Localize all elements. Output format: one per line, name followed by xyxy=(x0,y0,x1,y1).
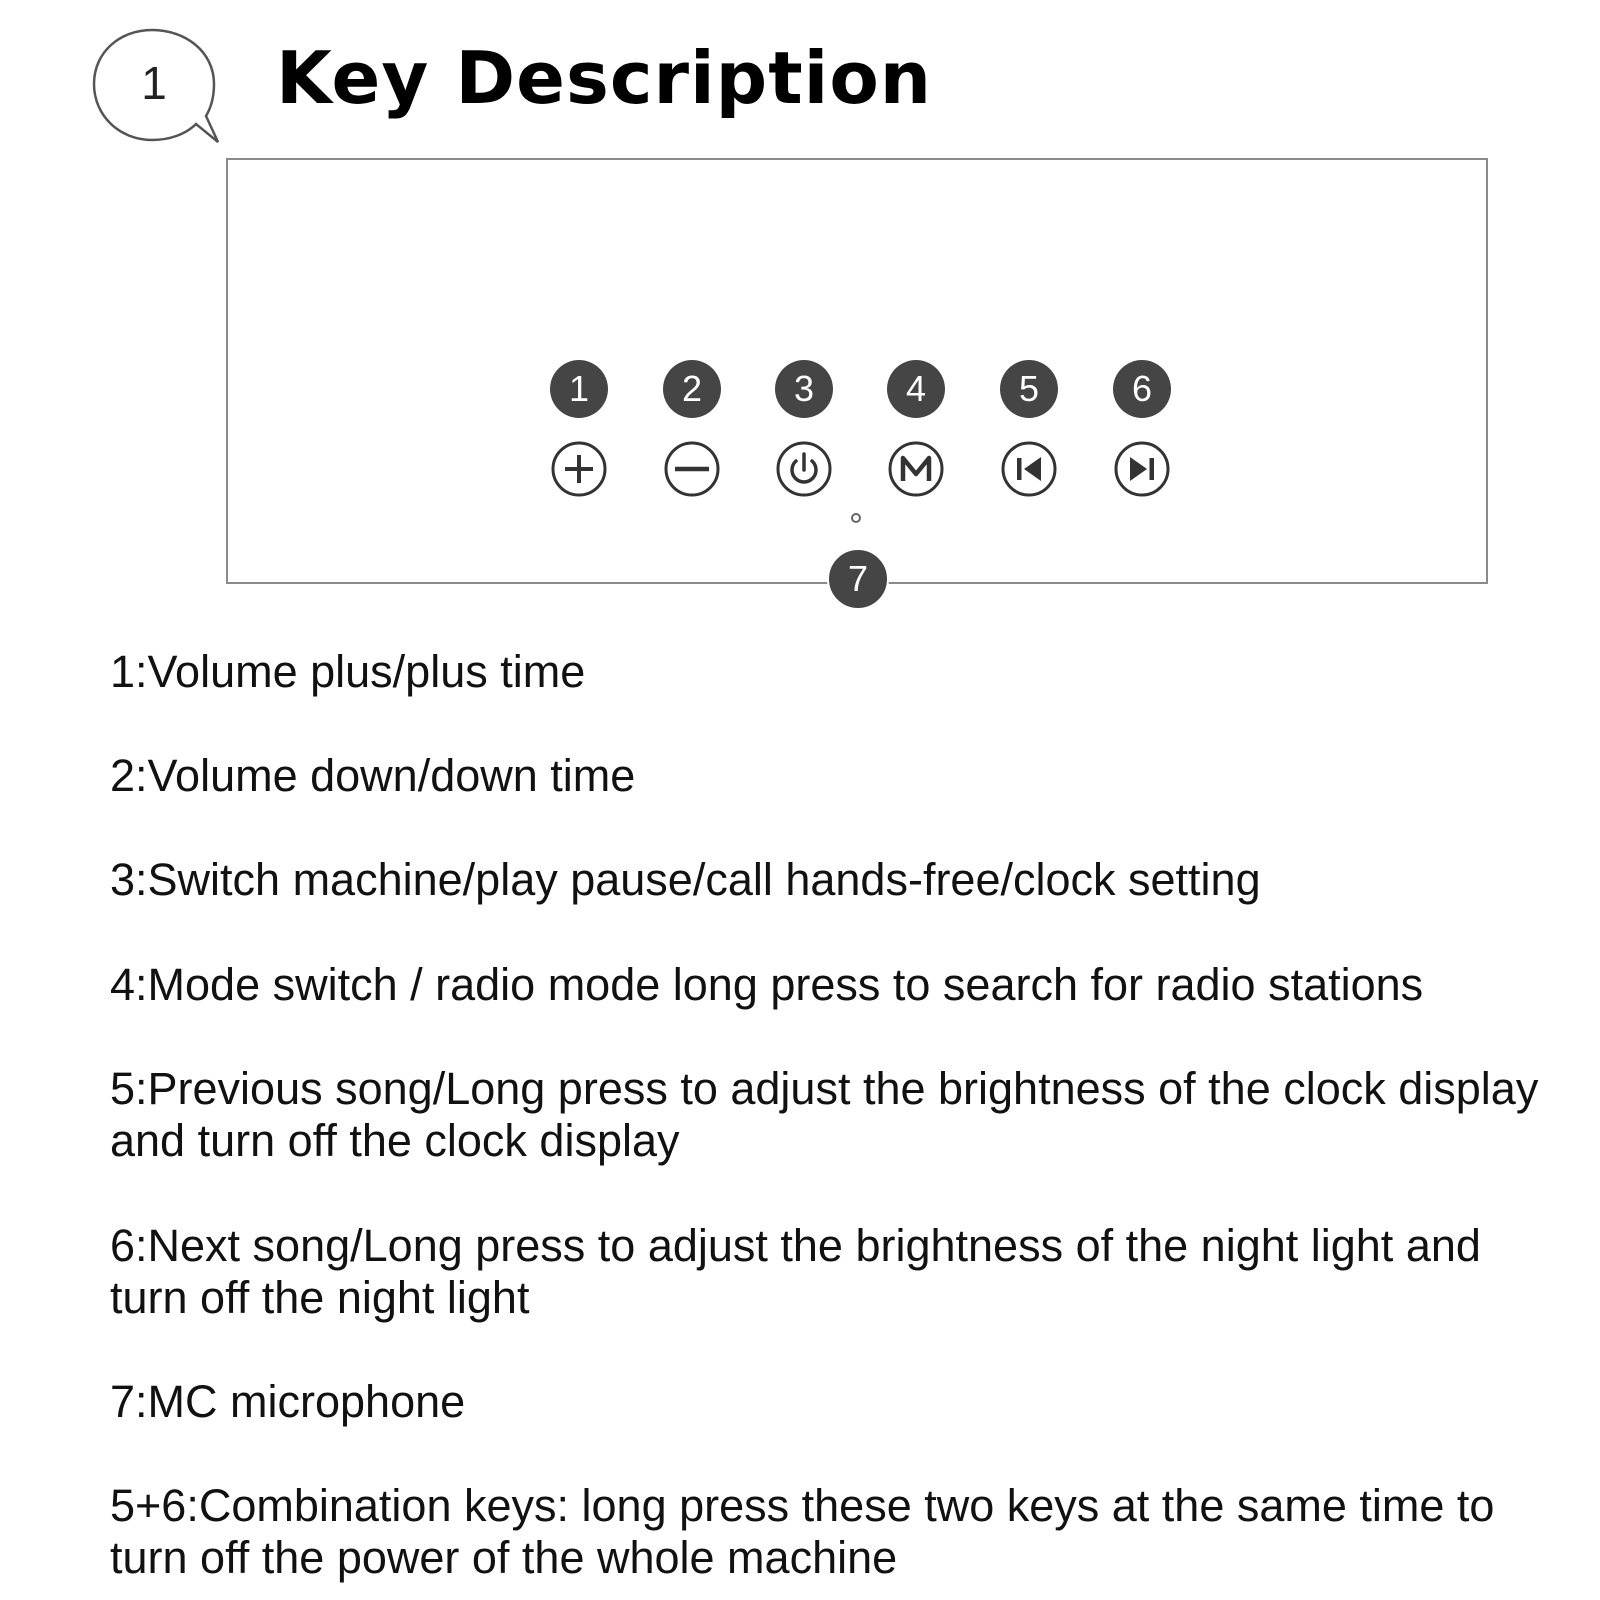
minus-icon xyxy=(663,440,721,498)
description-item-4: 4:Mode switch / radio mode long press to search for radio stations xyxy=(110,959,1424,1010)
description-item-7: 7:MC microphone xyxy=(110,1376,466,1427)
key-number-badge-5: 5 xyxy=(1000,360,1058,418)
step-number: 1 xyxy=(141,57,167,109)
key-number-badge-1: 1 xyxy=(550,360,608,418)
next-song-key xyxy=(1113,440,1171,498)
previous-track-icon xyxy=(1000,440,1058,498)
mode-key xyxy=(887,440,945,498)
m-mode-icon xyxy=(887,440,945,498)
next-track-icon xyxy=(1113,440,1171,498)
description-item-6: 6:Next song/Long press to adjust the brightness of the night light and turn off the night light xyxy=(110,1220,1481,1323)
power-key xyxy=(775,440,833,498)
description-item-2: 2:Volume down/down time xyxy=(110,750,636,801)
key-number-badge-4: 4 xyxy=(887,360,945,418)
volume-plus-key xyxy=(550,440,608,498)
volume-minus-key xyxy=(663,440,721,498)
microphone-number-badge: 7 xyxy=(827,548,889,610)
plus-icon xyxy=(550,440,608,498)
key-number-badge-6: 6 xyxy=(1113,360,1171,418)
description-item-3: 3:Switch machine/play pause/call hands-free/clock setting xyxy=(110,854,1261,905)
microphone-hole xyxy=(851,513,861,523)
power-icon xyxy=(775,440,833,498)
description-item-1: 1:Volume plus/plus time xyxy=(110,646,586,697)
key-number-badge-2: 2 xyxy=(663,360,721,418)
description-item-combination: 5+6:Combination keys: long press these two keys at the same time to turn off the power of the whole machine xyxy=(110,1480,1495,1583)
key-number-badge-3: 3 xyxy=(775,360,833,418)
page-title: Key Description xyxy=(276,36,933,120)
description-item-5: 5:Previous song/Long press to adjust the brightness of the clock display and turn off the clock display xyxy=(110,1063,1539,1166)
previous-song-key xyxy=(1000,440,1058,498)
